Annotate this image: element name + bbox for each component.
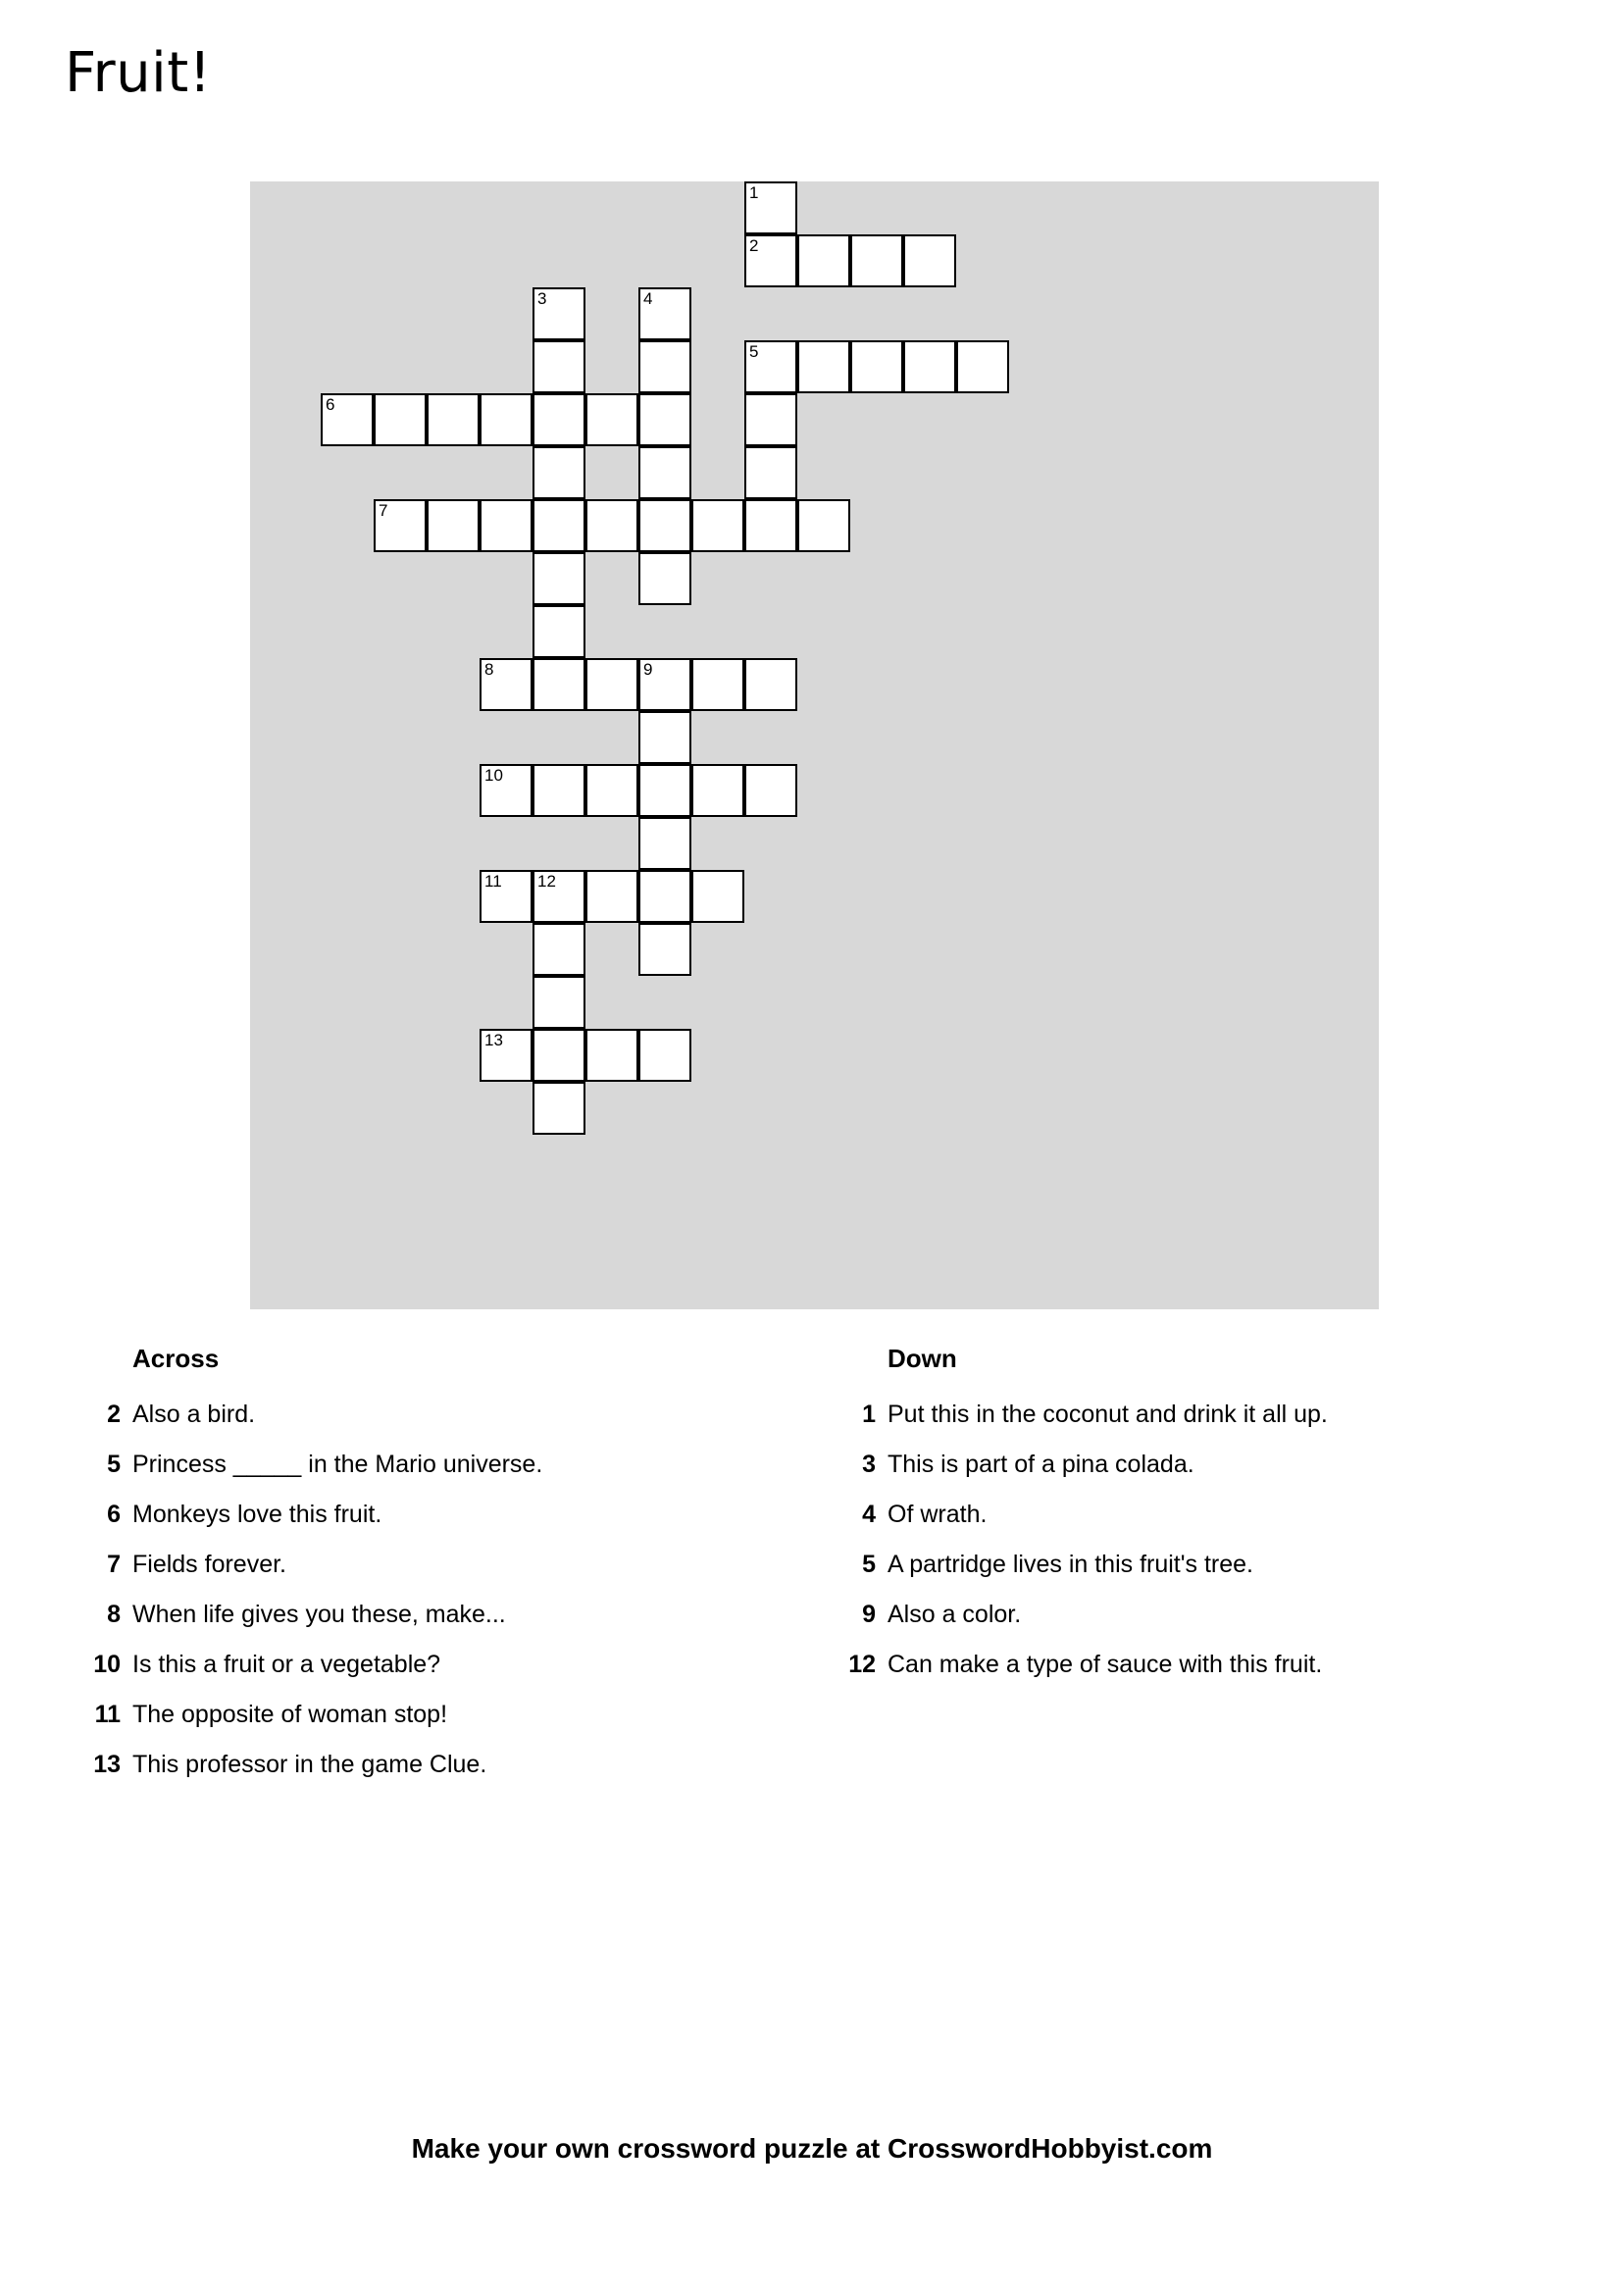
grid-cell[interactable] (744, 181, 797, 234)
down-clue-row (843, 1500, 1569, 1529)
grid-cell[interactable] (533, 287, 585, 340)
grid-cell[interactable] (533, 446, 585, 499)
across-clue-number: 6 (107, 1501, 121, 1528)
grid-cell[interactable] (533, 340, 585, 393)
page-title: Fruit! (65, 41, 212, 105)
across-clue-row (88, 1600, 775, 1629)
down-heading: Down (888, 1344, 957, 1373)
grid-cell[interactable] (638, 711, 691, 764)
down-clue-text: Can make a type of sauce with this fruit. (888, 1651, 1323, 1678)
grid-cell[interactable] (480, 764, 533, 817)
grid-cell[interactable] (638, 764, 691, 817)
down-clue-number: 1 (862, 1401, 876, 1428)
crossword-grid (250, 181, 1379, 1309)
grid-cell[interactable] (638, 1029, 691, 1082)
across-clue-text: Monkeys love this fruit. (132, 1501, 382, 1528)
grid-cell-number: 10 (484, 766, 503, 785)
grid-cell[interactable] (533, 764, 585, 817)
down-column (843, 1344, 1569, 1700)
grid-cell[interactable] (744, 234, 797, 287)
down-clue-number: 3 (862, 1451, 876, 1478)
across-clue-number: 11 (94, 1701, 121, 1728)
across-clue-number: 2 (107, 1401, 121, 1428)
grid-cell[interactable] (374, 393, 427, 446)
grid-cell[interactable] (744, 499, 797, 552)
grid-cell[interactable] (691, 764, 744, 817)
grid-cell[interactable] (480, 393, 533, 446)
down-clue-text: This is part of a pina colada. (888, 1451, 1194, 1478)
down-clue-number: 9 (862, 1601, 876, 1628)
across-clue-row (88, 1450, 775, 1479)
grid-cell[interactable] (850, 340, 903, 393)
grid-cell[interactable] (533, 976, 585, 1029)
across-clue-text: The opposite of woman stop! (132, 1701, 448, 1728)
down-clue-text: Also a color. (888, 1601, 1022, 1628)
down-clue-list (843, 1400, 1569, 1679)
across-clue-text: Fields forever. (132, 1551, 287, 1578)
grid-cell-number: 11 (484, 872, 502, 891)
down-clue-number: 5 (862, 1551, 876, 1578)
grid-cell-number: 3 (537, 289, 547, 308)
grid-cell[interactable] (638, 287, 691, 340)
grid-cell[interactable] (744, 764, 797, 817)
grid-cell[interactable] (691, 870, 744, 923)
grid-cell-number: 1 (749, 183, 759, 202)
grid-cell[interactable] (427, 499, 480, 552)
grid-cell-number: 13 (484, 1031, 503, 1049)
down-clue-row (843, 1600, 1569, 1629)
grid-cell[interactable] (903, 234, 956, 287)
grid-cell[interactable] (480, 1029, 533, 1082)
across-clue-text: When life gives you these, make... (132, 1601, 506, 1628)
grid-cell[interactable] (744, 658, 797, 711)
grid-cell[interactable] (638, 499, 691, 552)
across-clue-text: Also a bird. (132, 1401, 256, 1428)
across-clue-row (88, 1700, 775, 1729)
grid-cell[interactable] (480, 658, 533, 711)
across-clue-text: Princess _____ in the Mario universe. (132, 1451, 543, 1478)
grid-cell-number: 8 (484, 660, 494, 679)
grid-cell[interactable] (533, 605, 585, 658)
grid-cell[interactable] (638, 446, 691, 499)
across-clue-number: 13 (93, 1751, 121, 1778)
grid-cell[interactable] (691, 499, 744, 552)
grid-cell[interactable] (533, 923, 585, 976)
down-clue-text: Of wrath. (888, 1501, 988, 1528)
grid-cell[interactable] (585, 393, 638, 446)
across-column (88, 1344, 775, 1800)
across-clue-row (88, 1650, 775, 1679)
across-clue-row (88, 1400, 775, 1429)
grid-cell[interactable] (533, 870, 585, 923)
grid-cell[interactable] (797, 499, 850, 552)
grid-cell[interactable] (797, 234, 850, 287)
crossword-grid-cells (250, 181, 1379, 1309)
down-clue-row (843, 1550, 1569, 1579)
grid-cell[interactable] (585, 499, 638, 552)
grid-cell[interactable] (480, 499, 533, 552)
grid-cell[interactable] (744, 340, 797, 393)
grid-cell[interactable] (638, 552, 691, 605)
grid-cell[interactable] (638, 817, 691, 870)
across-clue-row (88, 1550, 775, 1579)
down-clue-text: Put this in the coconut and drink it all up. (888, 1401, 1328, 1428)
down-clue-row (843, 1650, 1569, 1679)
grid-cell[interactable] (533, 1029, 585, 1082)
grid-cell[interactable] (691, 658, 744, 711)
across-clue-number: 8 (107, 1601, 121, 1628)
grid-cell[interactable] (638, 393, 691, 446)
grid-cell[interactable] (638, 923, 691, 976)
across-clue-row (88, 1500, 775, 1529)
across-clue-number: 10 (93, 1651, 121, 1678)
grid-cell-number: 12 (537, 872, 556, 891)
grid-cell[interactable] (638, 658, 691, 711)
across-clue-list (88, 1400, 775, 1779)
grid-cell[interactable] (533, 499, 585, 552)
grid-cell[interactable] (585, 870, 638, 923)
grid-cell[interactable] (638, 870, 691, 923)
grid-cell[interactable] (427, 393, 480, 446)
grid-cell[interactable] (744, 393, 797, 446)
down-clue-row (843, 1400, 1569, 1429)
across-clue-number: 7 (107, 1551, 121, 1578)
down-clue-row (843, 1450, 1569, 1479)
grid-cell-number: 7 (379, 501, 388, 520)
grid-cell-number: 5 (749, 342, 759, 361)
across-clue-number: 5 (107, 1451, 121, 1478)
across-clue-text: Is this a fruit or a vegetable? (132, 1651, 441, 1678)
grid-cell[interactable] (850, 234, 903, 287)
down-clue-number: 12 (848, 1651, 876, 1678)
grid-cell-number: 4 (643, 289, 653, 308)
grid-cell[interactable] (533, 658, 585, 711)
down-clue-number: 4 (862, 1501, 876, 1528)
grid-cell[interactable] (903, 340, 956, 393)
grid-cell[interactable] (480, 870, 533, 923)
grid-cell[interactable] (638, 340, 691, 393)
across-heading: Across (132, 1344, 220, 1373)
grid-cell[interactable] (374, 499, 427, 552)
down-clue-text: A partridge lives in this fruit's tree. (888, 1551, 1253, 1578)
across-clue-text: This professor in the game Clue. (132, 1751, 487, 1778)
grid-cell[interactable] (585, 658, 638, 711)
grid-cell[interactable] (744, 446, 797, 499)
across-clue-row (88, 1750, 775, 1779)
grid-cell-number: 2 (749, 236, 759, 255)
grid-cell[interactable] (533, 552, 585, 605)
grid-cell[interactable] (797, 340, 850, 393)
grid-cell[interactable] (321, 393, 374, 446)
grid-cell[interactable] (533, 1082, 585, 1135)
grid-cell[interactable] (585, 764, 638, 817)
grid-cell-number: 9 (643, 660, 653, 679)
grid-cell[interactable] (956, 340, 1009, 393)
grid-cell[interactable] (585, 1029, 638, 1082)
footer-promo: Make your own crossword puzzle at CrosswordHobbyist.com (411, 2133, 1213, 2164)
grid-cell[interactable] (533, 393, 585, 446)
grid-cell-number: 6 (326, 395, 335, 414)
